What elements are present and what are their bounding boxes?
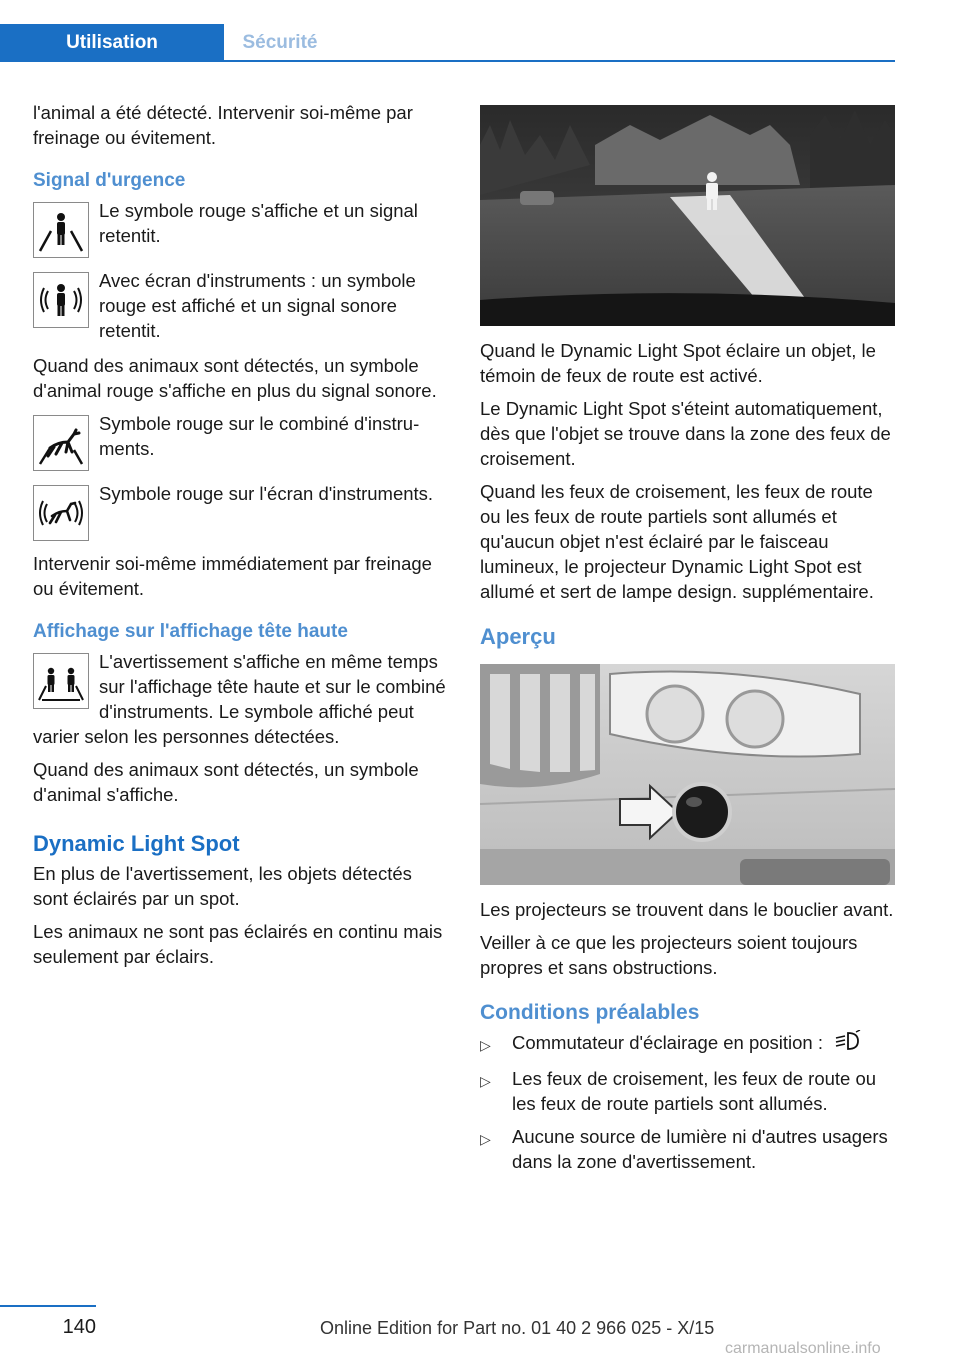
signal-icon-row-2 xyxy=(33,268,448,343)
signal-heading: Signal d'urgence xyxy=(33,170,186,191)
triangle-bullet-icon: ▷ xyxy=(480,1073,491,1090)
triangle-bullet-icon: ▷ xyxy=(480,1037,491,1053)
bullet-item xyxy=(480,1030,895,1058)
dls-heading: Dynamic Light Spot xyxy=(33,831,240,856)
conditions-heading: Conditions préalables xyxy=(480,1001,700,1024)
night-road-photo xyxy=(480,105,895,326)
tab-utilisation[interactable]: Utilisation xyxy=(0,24,224,62)
bullet-text: Aucune source de lumière ni d'autres usagers dans la zone d'avertissement. xyxy=(512,1126,888,1173)
bullet-text: Les feux de croisement, les feux de route ou les feux de route partiels sont allumés. xyxy=(512,1068,877,1115)
pedestrian-sound-icon xyxy=(33,272,89,328)
animal-icon-1-text: Symbole rouge sur le combiné d'instruments. xyxy=(99,413,420,459)
hud-block xyxy=(33,649,448,749)
bullet-item xyxy=(480,1066,895,1116)
page-number: 140 xyxy=(62,1316,96,1338)
intro-paragraph: l'animal a été détecté. Intervenir soi-même par freinage ou évitement. xyxy=(33,102,413,148)
hud-animals-paragraph: Quand des animaux sont détectés, un symbole d'animal s'affiche. xyxy=(33,759,419,805)
left-column xyxy=(33,100,448,977)
animal-icon-2-text: Symbole rouge sur l'écran d'instruments. xyxy=(99,483,434,504)
watermark[interactable]: carmanualsonline.info xyxy=(725,1340,881,1357)
animal-icon-row-1 xyxy=(33,411,448,471)
tab-securite[interactable]: Sécurité xyxy=(242,32,318,53)
animal-icon-row-2 xyxy=(33,481,448,541)
right-paragraph-3: Quand les feux de croisement, les feux de route ou les feux de route partiels sont allumés et qu'aucun objet n'est éclairé par le faisceau lumineux, le projecteur Dynamic Light Spot est allumé et sert de lampe design. supplémentaire. xyxy=(480,481,874,602)
apercu-heading: Aperçu xyxy=(480,624,556,649)
deer-warning-icon xyxy=(33,415,89,471)
front-bumper-photo xyxy=(480,664,895,885)
footer-rule xyxy=(0,1305,96,1307)
right-paragraph-5: Veiller à ce que les projecteurs soient toujours propres et sans obstructions. xyxy=(480,932,858,978)
header-tabbar xyxy=(0,24,895,62)
hud-persons-icon xyxy=(33,653,89,709)
bullet-text: Commutateur d'éclairage en position : xyxy=(512,1032,824,1053)
signal-icon-1-text: Le symbole rouge s'affiche et un signal retentit. xyxy=(99,200,418,246)
intervene-paragraph: Intervenir soi-même immédiatement par freinage ou évitement. xyxy=(33,553,432,599)
right-column xyxy=(480,105,895,1182)
edition-text: Online Edition for Part no. 01 40 2 966 025 - X/15 xyxy=(320,1318,715,1338)
hud-heading: Affichage sur l'affichage tête haute xyxy=(33,621,348,642)
dls-paragraph-1: En plus de l'avertissement, les objets détectés sont éclairés par un spot. xyxy=(33,863,412,909)
deer-sound-icon xyxy=(33,485,89,541)
headlight-switch-icon xyxy=(832,1030,862,1058)
signal-icon-row-1 xyxy=(33,198,448,258)
signal-icon-2-text: Avec écran d'instruments : un symbole rouge est affiché et un signal sonore retentit. xyxy=(99,270,416,341)
triangle-bullet-icon: ▷ xyxy=(480,1131,491,1148)
dls-paragraph-2: Les animaux ne sont pas éclairés en continu mais seulement par éclairs. xyxy=(33,921,443,967)
right-paragraph-4: Les projecteurs se trouvent dans le bouclier avant. xyxy=(480,899,894,920)
right-paragraph-1: Quand le Dynamic Light Spot éclaire un objet, le témoin de feux de route est activé. xyxy=(480,340,876,386)
right-paragraph-2: Le Dynamic Light Spot s'éteint automatiquement, dès que l'objet se trouve dans la zone des feux de croisement. xyxy=(480,398,891,469)
hud-icon-text: L'avertissement s'affiche en même temps sur l'affichage tête haute et sur le combiné d'instruments. Le symbole affiché peut varier selon les personnes détectées. xyxy=(33,651,446,747)
animals-paragraph: Quand des animaux sont détectés, un symbole d'animal rouge s'affiche en plus du signal sonore. xyxy=(33,355,437,401)
pedestrian-warning-icon xyxy=(33,202,89,258)
bullet-item xyxy=(480,1124,895,1174)
